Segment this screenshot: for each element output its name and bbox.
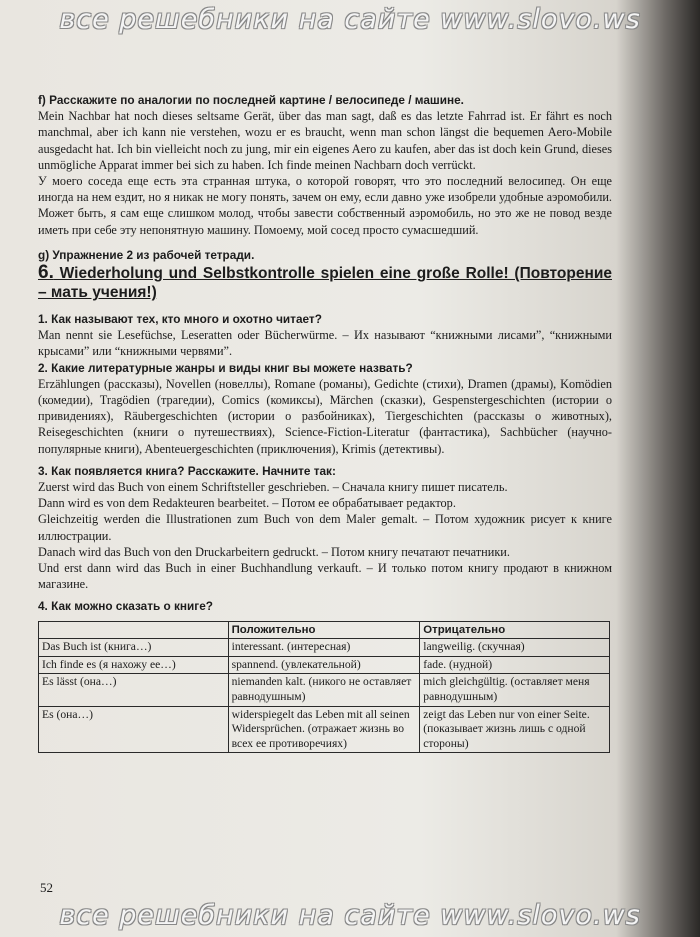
section-f-russian-text: У моего соседа еще есть эта странная штука, о которой говорят, что это последний велосипед. Он еще иногда на нем ездит, но я никак не могу понять, зачем он ему, если давно уже изобрели удобные аэромобили. Может быть, я сам еще слишком молод, чтобы завести собственный аэромобиль, но это же не повод везде иметь при себе эту непонятную машину. Помоему, мой сосед просто сумасшедший.: [38, 174, 612, 237]
question-2-heading: 2. Какие литературные жанры и виды книг вы можете назвать?: [38, 360, 413, 375]
question-2-answer: Erzählungen (рассказы), Novellen (новеллы), Romane (романы), Gedichte (стихи), Dramen (драмы), Komödien (комедии), Tragödien (трагедии), Comics (комиксы), Märchen (сказки), Gespenstergeschichten (истории о привидениях), Räubergeschichten (истории о разбойниках), Tiergeschichten (рассказы о животных), Reisegeschichten (книги о путешествиях), Science-Fiction-Literatur (фантастика), Sachbücher (научно-популярные книги), Abenteuergeschichten (приключения), Krimis (детективы).: [38, 376, 612, 456]
question-3-line: Dann wird es von dem Redakteuren bearbeitet. – Потом ее обрабатывает редактор.: [38, 496, 456, 511]
page-number: 52: [40, 880, 53, 895]
table-cell: interessant. (интересная): [228, 639, 420, 657]
table-header-cell: Положительно: [228, 621, 420, 639]
question-3-line: Gleichzeitig werden die Illustrationen zum Buch von dem Maler gemalt. – Потом художник рисует к книге иллюстрации.: [38, 512, 612, 543]
table-row: [39, 656, 610, 674]
section-6-number: 6.: [38, 262, 54, 284]
table-cell: Ich finde es (я нахожу ее…): [39, 656, 229, 674]
table-row: [39, 674, 610, 706]
table-cell: niemanden kalt. (никого не оставляет равнодушным): [228, 674, 420, 706]
table-cell: zeigt das Leben nur von einer Seite. (показывает жизнь лишь с одной стороны): [420, 706, 610, 753]
table-cell: Das Buch ist (книга…): [39, 639, 229, 657]
section-g-heading: g) Упражнение 2 из рабочей тетради.: [38, 247, 255, 262]
section-f-german-text: Mein Nachbar hat noch dieses seltsame Gerät, über das man sagt, daß es das letzte Fahrrad ist. Er fährt es noch manchmal, aber ich kann nie verstehen, wozu er es braucht, wenn man schon längst die bequemen Aero-Mobile ausgedacht hat. Ich bin vielleicht noch zu jung, mir ein eigenes Aero zu kaufen, aber das ist doch kein Grund, dieses unmögliche Apparat immer bei sich zu haben. Ich finde meinen Nachbarn doch verrückt.: [38, 109, 612, 172]
table-cell: Es (она…): [39, 706, 229, 753]
question-3-line: Danach wird das Buch von den Druckarbeitern gedruckt. – Потом книгу печатают печатники.: [38, 544, 510, 559]
section-6-title-text: Wiederholung und Selbstkontrolle spielen eine große Rolle! (Повторение – мать учения!): [38, 265, 612, 302]
table-cell: langweilig. (скучная): [420, 639, 610, 657]
table-cell: mich gleichgültig. (оставляет меня равнодушным): [420, 674, 610, 706]
question-3-line: Und erst dann wird das Buch in einer Buchhandlung verkauft. – И только потом книгу продают в книжном магазине.: [38, 561, 612, 592]
book-description-table: [38, 621, 610, 754]
question-4-heading: 4. Как можно сказать о книге?: [38, 599, 213, 614]
table-header-row: [39, 621, 610, 639]
table-row: [39, 706, 610, 753]
table-header-cell: Отрицательно: [420, 621, 610, 639]
question-3-line: Zuerst wird das Buch von einem Schriftsteller geschrieben. – Сначала книгу пишет писатель.: [38, 480, 508, 495]
table-cell: fade. (нудной): [420, 656, 610, 674]
table-row: [39, 639, 610, 657]
section-f-heading: f) Расскажите по аналогии по последней картине / велосипеде / машине.: [38, 93, 464, 107]
table-cell: Es lässt (она…): [39, 674, 229, 706]
watermark-bottom: все решебники на сайте www.slovo.ws: [59, 900, 641, 931]
watermark-top: все решебники на сайте www.slovo.ws: [59, 4, 641, 35]
page-content: [38, 92, 612, 753]
section-6-title: [38, 263, 612, 302]
question-1-answer: Man nennt sie Lesefüchse, Leseratten oder Bücherwürme. – Их называют “книжными лисами”, “книжными крысами” или “книжными червями”.: [38, 328, 612, 359]
table-cell: spannend. (увлекательной): [228, 656, 420, 674]
question-1-heading: 1. Как называют тех, кто много и охотно читает?: [38, 312, 322, 327]
question-3-heading: 3. Как появляется книга? Расскажите. Начните так:: [38, 463, 336, 478]
table-header-cell: [39, 621, 229, 639]
table-cell: widerspiegelt das Leben mit all seinen Widersprüchen. (отражает жизнь во всех ее противоречиях): [228, 706, 420, 753]
